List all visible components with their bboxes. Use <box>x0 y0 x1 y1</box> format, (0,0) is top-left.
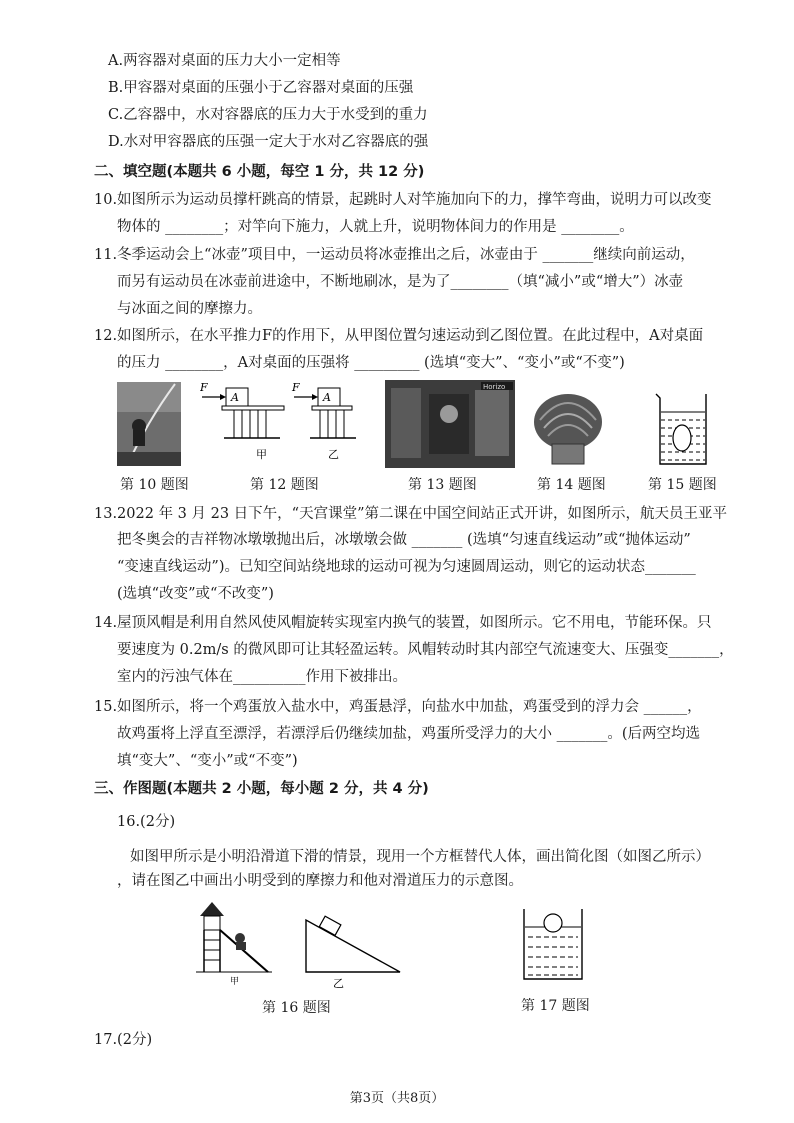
caption-fig16: 第 16 题图 <box>262 1000 331 1016</box>
q16-line1: 如图甲所示是小明沿滑道下滑的情景，现用一个方框替代人体，画出简化图（如图乙所示） <box>130 849 710 865</box>
section3-heading: 三、作图题(本题共 2 小题，每小题 2 分，共 4 分) <box>94 781 429 797</box>
q16-title: 16.(2分) <box>117 814 176 830</box>
q12-line1: 12.如图所示，在水平推力F的作用下，从甲图位置匀速运动到乙图位置。在此过程中，A对桌面 <box>94 328 704 344</box>
caption-fig12: 第 12 题图 <box>250 477 319 493</box>
label-yi: 乙 <box>328 448 339 460</box>
q10-line2: 物体的 ________；对竿向下施力，人就上升，说明物体间力的作用是 ________。 <box>117 219 634 235</box>
q14-line2: 要速度为 0.2m/s 的微风即可让其轻盈运转。风帽转动时其内部空气流速变大、压强变_______， <box>117 642 734 658</box>
q13-line2: 把冬奥会的吉祥物冰墩墩抛出后，冰墩墩会做 _______ (选填“匀速直线运动”或“抛体运动” <box>117 532 691 548</box>
caption-fig15: 第 15 题图 <box>648 477 717 493</box>
q15-line3: 填“变大”、“变小”或“不变”) <box>117 753 298 769</box>
q17-title: 17.(2分) <box>94 1032 153 1048</box>
label-jia: 甲 <box>256 448 267 460</box>
figure-17-beaker-ball-diagram <box>520 905 586 983</box>
caption-fig17: 第 17 题图 <box>521 998 590 1014</box>
figure-15-beaker-diagram <box>650 390 712 468</box>
q13-line4: (选填“改变”或“不改变”) <box>117 586 274 602</box>
q13-line1: 13.2022 年 3 月 23 日下午，“天宫课堂”第二课在中国空间站正式开讲，如图所示，航天员王亚平 <box>94 506 728 522</box>
q10-line1: 10.如图所示为运动员撑杆跳高的情景，起跳时人对竿施加向下的力，撑竿弯曲，说明力可以改变 <box>94 192 712 208</box>
fig16-label-yi: 乙 <box>333 977 344 990</box>
section2-heading: 二、填空题(本题共 6 小题，每空 1 分，共 12 分) <box>94 164 425 180</box>
q9-option-d: D.水对甲容器底的压强一定大于水对乙容器底的强 <box>108 134 429 150</box>
caption-fig10: 第 10 题图 <box>120 477 189 493</box>
page-footer: 第3页（共8页） <box>349 1091 445 1106</box>
q11-line1: 11.冬季运动会上“冰壶”项目中，一运动员将冰壶推出之后，冰壶由于 _______继续向前运动， <box>94 247 695 263</box>
q13-line3: “变速直线运动”)。已知空间站绕地球的运动可视为匀速圆周运动，则它的运动状态_______ <box>117 559 696 575</box>
caption-fig13: 第 13 题图 <box>408 477 477 493</box>
block-a-label-jia: A <box>231 391 239 404</box>
q12-line2: 的压力 ________，A对桌面的压强将 _________ (选填“变大”、“变小”或“不变”) <box>117 355 625 371</box>
q9-option-c: C.乙容器中，水对容器底的压力大于水受到的重力 <box>108 107 428 123</box>
q9-option-a: A.两容器对桌面的压力大小一定相等 <box>108 53 341 69</box>
ribbon-label: Horizo <box>483 383 506 391</box>
q14-line3: 室内的污浊气体在__________作用下被排出。 <box>117 669 407 685</box>
force-label-yi: F <box>292 381 300 394</box>
q11-line3: 与冰面之间的摩擦力。 <box>117 301 262 317</box>
force-label-jia: F <box>200 381 208 394</box>
caption-fig14: 第 14 题图 <box>537 477 606 493</box>
q9-option-b: B.甲容器对桌面的压强小于乙容器对桌面的压强 <box>108 80 414 96</box>
q11-line2: 而另有运动员在冰壶前进途中，不断地刷冰，是为了________（填“减小”或“增大”）冰壶 <box>117 274 684 290</box>
figure-10-pole-vault-photo <box>117 382 181 466</box>
figure-16-slide-diagram <box>196 898 411 990</box>
block-a-label-yi: A <box>323 391 331 404</box>
q15-line2: 故鸡蛋将上浮直至漂浮，若漂浮后仍继续加盐，鸡蛋所受浮力的大小 _______。(后两空均选 <box>117 726 701 742</box>
q14-line1: 14.屋顶风帽是利用自然风使风帽旋转实现室内换气的装置，如图所示。它不用电，节能环保。只 <box>94 615 712 631</box>
q16-line2: ，请在图乙中画出小明受到的摩擦力和他对滑道压力的示意图。 <box>117 873 523 889</box>
figure-13-space-station-photo <box>385 380 515 468</box>
figure-14-roof-ventilator-photo <box>530 390 606 468</box>
fig16-label-jia: 甲 <box>230 977 240 987</box>
figure-12-diagram <box>200 380 370 460</box>
q15-line1: 15.如图所示，将一个鸡蛋放入盐水中，鸡蛋悬浮，向盐水中加盐，鸡蛋受到的浮力会 ______， <box>94 699 702 715</box>
